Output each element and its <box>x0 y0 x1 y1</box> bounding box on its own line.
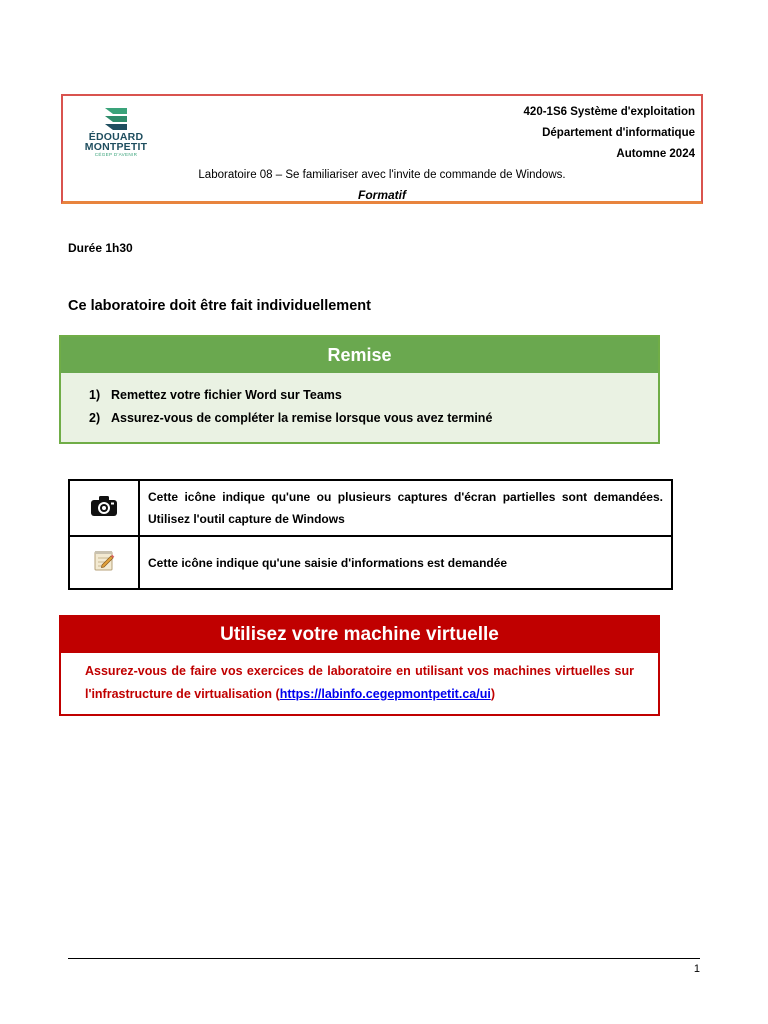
evaluation-type: Formatif <box>358 188 406 202</box>
individual-note: Ce laboratoire doit être fait individuellement <box>68 298 371 314</box>
virtual-machine-box <box>59 615 660 716</box>
logo-name-line1: ÉDOUARD <box>88 131 144 143</box>
vm-text-after: ) <box>490 687 495 701</box>
list-text: Assurez-vous de compléter la remise lorsque vous avez terminé <box>111 411 493 425</box>
remise-list <box>61 373 658 430</box>
duration: Durée 1h30 <box>68 241 133 255</box>
remise-box <box>59 335 660 444</box>
course-info <box>524 102 695 165</box>
document-header <box>61 94 703 204</box>
list-item <box>89 407 658 430</box>
icon-description: Cette icône indique qu'une ou plusieurs captures d'écran partielles sont demandées. Utilisez l'outil capture de Windows <box>139 480 672 536</box>
department: Département d'informatique <box>542 127 695 139</box>
course-code: 420-1S6 Système d'exploitation <box>523 106 695 118</box>
list-text: Remettez votre fichier Word sur Teams <box>111 388 342 402</box>
virtualization-link[interactable]: https://labinfo.cegepmontpetit.ca/ui <box>279 687 491 701</box>
camera-icon <box>90 495 118 517</box>
notepad-pencil-icon <box>92 548 116 572</box>
lab-title: Laboratoire 08 – Se familiariser avec l'invite de commande de Windows. <box>198 169 566 181</box>
vm-instructions <box>61 653 658 706</box>
page-number: 1 <box>693 963 700 975</box>
vm-title: Utilisez votre machine virtuelle <box>61 617 658 653</box>
list-number: 1) <box>89 388 101 402</box>
icon-description: Cette icône indique qu'une saisie d'informations est demandée <box>139 536 672 589</box>
logo-name-line2: MONTPETIT <box>84 141 148 153</box>
icon-cell <box>69 536 139 589</box>
icon-legend-table <box>68 479 673 590</box>
table-row <box>69 536 672 589</box>
footer-divider <box>68 958 700 959</box>
remise-title: Remise <box>61 337 658 373</box>
vm-text-before: Assurez-vous de faire vos exercices de laboratoire en utilisant vos machines virtuelles sur l'infrastructure de virtualisation ( <box>85 664 634 701</box>
logo-subtitle: CÉGEP D'AVENIR <box>94 152 138 157</box>
term: Automne 2024 <box>616 148 695 160</box>
list-item <box>89 384 658 407</box>
logo-mark-icon <box>101 106 131 132</box>
table-row <box>69 480 672 536</box>
college-logo <box>75 106 157 170</box>
icon-cell <box>69 480 139 536</box>
list-number: 2) <box>89 411 101 425</box>
